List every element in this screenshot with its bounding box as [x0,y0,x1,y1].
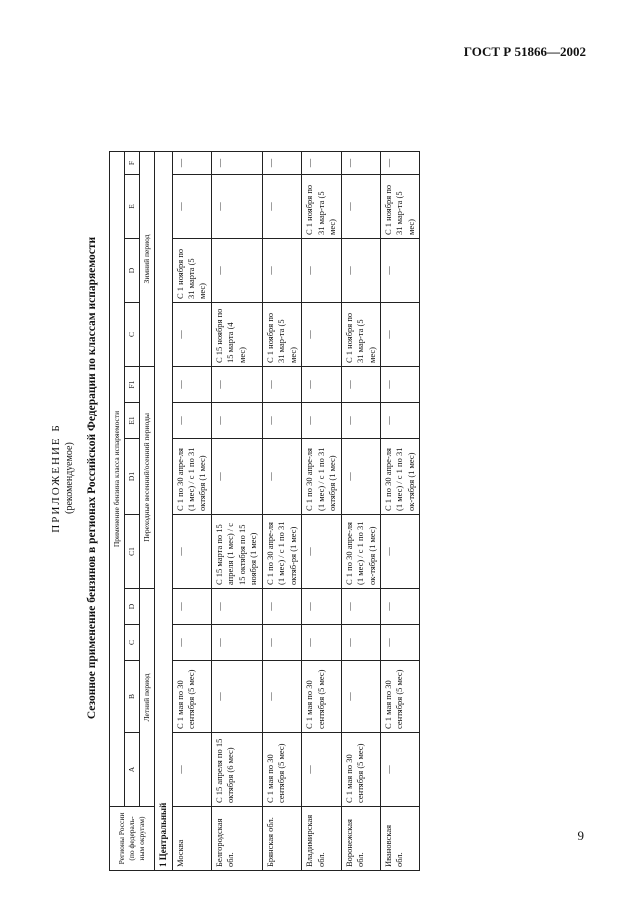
region-name: Ивановская обл. [381,807,420,871]
table-cell: С 1 ноября по 31 мар-та (5 мес) [302,175,341,239]
table-cell: — [302,589,341,625]
table-cell: — [172,175,211,239]
table-row [262,151,301,870]
table-cell: — [302,151,341,174]
table-cell: С 1 мая по 30 сентября (5 мес) [262,733,301,807]
column-header: C1 [125,515,140,589]
column-header: F1 [125,367,140,403]
table-cell: — [262,661,301,733]
table-cell: С 15 апреля по 15 октября (6 мес) [211,733,262,807]
table-cell: — [172,303,211,367]
table-cell: — [381,151,420,174]
table-cell: — [262,151,301,174]
table-cell: — [172,733,211,807]
column-header: F [125,151,140,174]
table-cell: — [211,367,262,403]
table-cell: С 1 мая по 30 сентября (5 мес) [302,661,341,733]
table-cell: — [302,515,341,589]
table-cell: С 1 мая по 30 сентября (5 мес) [172,661,211,733]
column-header: E [125,175,140,239]
region-header: Регионы России (по федераль-ным округам) [110,807,155,871]
table-cell: — [211,151,262,174]
table-row [341,151,380,870]
table-cell: — [211,661,262,733]
appendix-title: ПРИЛОЖЕНИЕ Б [50,423,62,533]
region-name: Москва [172,807,211,871]
table-cell: С 1 ноября по 31 мар-та (5 мес) [381,175,420,239]
usage-header: Применение бензина класса испаряемости [110,151,125,806]
table-cell: — [381,403,420,439]
standard-header: ГОСТ Р 51866—2002 [463,44,586,59]
table-cell: — [381,625,420,661]
region-name: Воронежская обл. [341,807,380,871]
transitional-period: Переходные весенний/осенний периоды [140,367,155,589]
table-cell: — [381,589,420,625]
table-cell: С 15 ноября по 15 марта (4 мес) [211,303,262,367]
table-cell: — [262,625,301,661]
column-header: C [125,303,140,367]
table-row [381,151,420,870]
table-cell: — [381,515,420,589]
table-cell: — [341,403,380,439]
table-cell: — [262,589,301,625]
region-name: Брянская обл. [262,807,301,871]
table-row [172,151,211,870]
table-cell: — [341,175,380,239]
table-cell: — [211,589,262,625]
table-cell: — [341,367,380,403]
table-cell: С 1 ноября по 31 мар-та (5 мес) [262,303,301,367]
table-cell: — [341,239,380,303]
table-cell: С 1 ноября по 31 мар-та (5 мес) [341,303,380,367]
table-cell: — [381,303,420,367]
column-header: C [125,625,140,661]
table-cell: — [381,367,420,403]
table-cell: — [302,239,341,303]
column-header: D [125,239,140,303]
column-header: E1 [125,403,140,439]
table-cell: С 1 мая по 30 сентября (5 мес) [381,661,420,733]
table-cell: С 1 по 30 апре-ля (1 мес) / с 1 по 31 октября (1 мес) [172,439,211,515]
table-row [302,151,341,870]
table-cell: — [211,625,262,661]
table-cell: — [341,439,380,515]
table-cell: — [172,151,211,174]
table-cell: — [262,403,301,439]
table-cell: — [172,367,211,403]
table-row [211,151,262,870]
table-cell: — [262,367,301,403]
table-cell: — [341,589,380,625]
table-cell: — [302,367,341,403]
table-cell: — [172,589,211,625]
table-cell: — [211,439,262,515]
rotated-content [50,78,570,878]
region-name: Владимирская обл. [302,807,341,871]
table-cell: С 1 по 30 апре-ля (1 мес) / с 1 по 31 октября (1 мес) [302,439,341,515]
table-cell: — [341,625,380,661]
seasonal-usage-table [109,151,420,871]
table-cell: — [262,175,301,239]
table-cell: С 1 по 30 апре-ля (1 мес) / с 1 по 31 ок-тября (1 мес) [381,439,420,515]
table-cell: — [172,515,211,589]
table-title: Сезонное применение бензинов в регионах Российской Федерации по классам испаряемости [86,236,98,720]
column-letter-row [125,151,140,870]
table-cell: С 1 мая по 30 сентября (5 мес) [341,733,380,807]
table-cell: — [381,239,420,303]
winter-period: Зимний период [140,151,155,366]
table-cell: — [302,733,341,807]
column-header: D1 [125,439,140,515]
summer-period: Летний период [140,589,155,807]
table-cell: — [262,439,301,515]
table-cell: — [211,403,262,439]
table-cell: — [211,175,262,239]
table-cell: — [262,239,301,303]
table-cell: — [381,733,420,807]
table-cell: — [341,151,380,174]
section-title: 1 Центральный [155,151,172,870]
region-name: Белгородская обл. [211,807,262,871]
table-cell: С 1 ноября по 31 марта (5 мес) [172,239,211,303]
column-header: A [125,733,140,807]
table-cell: С 1 по 30 апре-ля (1 мес) / с 1 по 31 ок-тября (1 мес) [341,515,380,589]
page-number: 9 [577,828,584,843]
column-header: B [125,661,140,733]
table-cell: — [341,661,380,733]
column-header: D [125,589,140,625]
table-cell: С 1 по 30 апре-ля (1 мес) / с 1 по 31 октяб-ря (1 мес) [262,515,301,589]
table-cell: — [302,303,341,367]
table-cell: С 15 марта по 15 апреля (1 мес) / с 15 октября по 15 ноября (1 мес) [211,515,262,589]
table-cell: — [302,625,341,661]
table-cell: — [302,403,341,439]
table-cell: — [172,625,211,661]
table-cell: — [172,403,211,439]
appendix-note: (рекомендуемое) [64,442,75,514]
table-cell: — [211,239,262,303]
